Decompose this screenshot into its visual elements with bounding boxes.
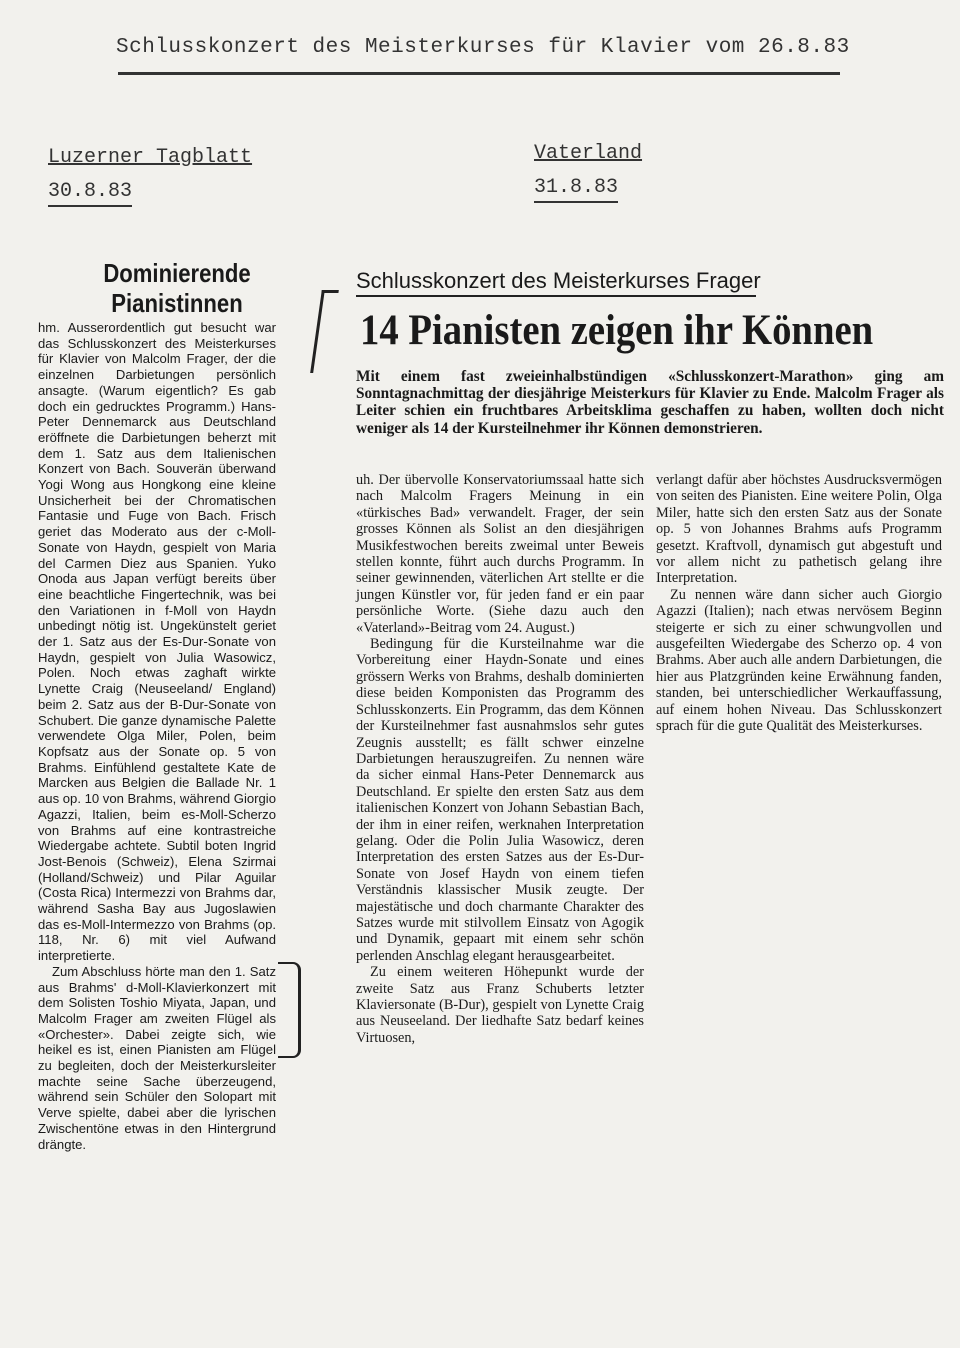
right-article-column-2 xyxy=(656,472,942,735)
source-left-name: Luzerner Tagblatt xyxy=(48,146,253,169)
kicker-rule xyxy=(356,295,756,297)
left-headline xyxy=(96,258,258,318)
left-headline-line2: Pianistinnen xyxy=(111,288,243,318)
bracket-mark xyxy=(310,290,339,373)
right-paragraph: Bedingung für die Kursteilnahme war die Vorbereitung einer Haydn-Sonate und eines grössern Werks von Brahms, deshalb dominierten diese beiden Komponisten das Programm des Schlusskonzerts. Ein Programm, das dem Können der Kursteilnehmer fast ausnahmslos sehr gutes Zeugnis ausstellt; es fällt schwer einzelne Darbietungen herauszugreifen. Zu nennen wäre da sicher einmal Hans-Peter Dennemarck aus Deutschland. Er spielte den ersten Satz aus dem italienischen Konzert von Johann Sebastian Bach, der ihm in einer reifen, werknahen Interpretation gelang. Oder die Polin Julia Wasowicz, deren Interpretation des ersten Satzes aus der Es-Dur-Sonate von Josef Haydn von einem tiefen Verständnis klassischer Musik zeugte. Der majestätische und doch charmante Charakter des Satzes wurde mit stilvollem Einsatz von Agogik und Dynamik, gepaart mit einem sehr schön perlenden Anschlag elegant herausgearbeitet. xyxy=(356,636,644,964)
right-headline: 14 Pianisten zeigen ihr Können xyxy=(360,307,874,354)
source-right-name: Vaterland xyxy=(534,142,643,165)
right-kicker: Schlusskonzert des Meisterkurses Frager xyxy=(356,268,761,293)
left-headline-line1: Dominierende xyxy=(103,258,251,288)
right-lead: Mit einem fast zweieinhalbstündigen «Schlusskonzert-Marathon» ging am Sonntagnachmittag der diesjährige Meisterkurs für Klavier zu Ende. Malcolm Frager als Leiter schien ein fruchtbares Arbeitsklima geschaffen zu haben, wollten doch nicht weniger als 14 der Kursteilnehmer ihr Können demonstrieren. xyxy=(356,368,944,437)
left-paragraph: Zum Abschluss hörte man den 1. Satz aus Brahms' d-Moll-Klavierkonzert mit dem Solisten Toshio Miyata, Japan, und Malcolm Frager am zweiten Flügel als «Orchester». Dabei zeigte sich, wie heikel es ist, einen Pianisten am Flügel zu begleiten, doch der Meisterkursleiter machte seine Sache überzeugend, während sein Schüler den Solopart mit Verve spielte, dabei aber die lyrischen Zwischentöne etwas in den Hintergrund drängte. xyxy=(38,963,276,1152)
source-right-date: 31.8.83 xyxy=(534,176,618,203)
right-paragraph: verlangt dafür aber höchstes Ausdrucksvermögen von seiten des Pianisten. Eine weitere Polin, Olga Miler, hatte sich den ersten Satz aus der Sonate op. 5 von Johannes Brahms aufs Programm gesetzt. Kraftvoll, dynamisch gut abgestuft und vor allem nicht zu pathetisch gelang ihre Interpretation. xyxy=(656,472,942,587)
left-paragraph: hm. Ausserordentlich gut besucht war das Schlusskonzert des Meisterkurses für Klavier von Malcolm Frager, der die einzelnen Darbietungen persönlich ansagte. (Warum eigentlich? Es gab doch ein gedrucktes Programm.) Hans-Peter Dennemarck aus Deutschland eröffnete die Darbietungen beherzt mit dem 1. Satz aus dem Italienischen Konzert von Bach. Souverän überwand Yogi Wong aus Hongkong eine kleine Unsicherheit bei der Chromatischen Fantasie und Fuge von Bach. Frisch geriet das Moderato aus der c-Moll-Sonate von Haydn, gespielt von Maria del Carmen Diez aus Spanien. Yuko Onoda aus Japan verfügt bereits über eine beachtliche Fingertechnik, was bei den Variationen in f-Moll von Haydn unbedingt nötig ist. Ungekünstelt geriet der 1. Satz aus der Es-Dur-Sonate von Haydn, gespielt von Julia Wasowicz, Polen. Noch etwas zaghaft wirkte Lynette Craig (Neuseeland/ England) beim 2. Satz aus der B-Dur-Sonate von Schubert. Die ganze dynamische Palette verwendete Olga Miler, Polen, beim Kopfsatz aus der Sonate op. 5 von Brahms. Einfühlend gestaltete Kate de Marcken aus Belgien die Ballade Nr. 1 aus op. 10 von Brahms, während Giorgio Agazzi, Italien, beim es-Moll-Scherzo von Brahms auf eine kontrastreiche Wiedergabe achtete. Subtil boten Ingrid Jost-Benois (Schweiz), Elena Szirmai (Holland/Schweiz) und Pilar Aguilar (Costa Rica) Intermezzi von Brahms dar, während Sasha Bay aus Jugoslawien das es-Moll-Intermezzo von Brahms (op. 118, Nr. 6) mit viel Aufwand interpretierte. xyxy=(38,320,277,964)
right-paragraph: Zu nennen wäre dann sicher auch Giorgio Agazzi (Italien); nach etwas nervösem Beginn steigerte er sich zu einer schwungvollen und ausgefeilten Wiedergabe des Scherzo op. 4 von Brahms. Aber auch alle andern Darbietungen, die hier aus Platzgründen keine Erwähnung fanden, standen, bei unterschiedlicher Werkauffassung, auf einem hohen Niveau. Das Schlusskonzert sprach für die gute Qualität des Meisterkurses. xyxy=(656,586,942,735)
pen-bracket-mark xyxy=(278,962,301,1058)
right-paragraph: uh. Der übervolle Konservatoriumssaal hatte sich nach Malcolm Fragers Meinung in ein «türkisches Bad» verwandelt. Frager, der sein grosses Können als Solist an den diesjährigen Musikfestwochen bereits zweimal unter Beweis stellen konnte, führt auch durchs Programm. In seiner gewinnenden, väterlichen Art stellte er die jungen Künstler vor, für jeden fand er ein paar persönliche Worte. (Siehe dazu auch den «Vaterland»-Beitrag vom 24. August.) xyxy=(356,472,644,636)
left-article-body xyxy=(38,320,276,1152)
page-title: Schlusskonzert des Meisterkurses für Klavier vom 26.8.83 xyxy=(116,36,850,59)
source-left-date: 30.8.83 xyxy=(48,180,132,207)
header-rule xyxy=(118,72,840,75)
right-article-column-1 xyxy=(356,472,644,1046)
right-paragraph: Zu einem weiteren Höhepunkt wurde der zweite Satz aus Franz Schuberts letzter Klaviersonate (B-Dur), gespielt von Lynette Craig aus Neuseeland. Der liedhafte Satz bedarf keines Virtuosen, xyxy=(356,964,644,1046)
